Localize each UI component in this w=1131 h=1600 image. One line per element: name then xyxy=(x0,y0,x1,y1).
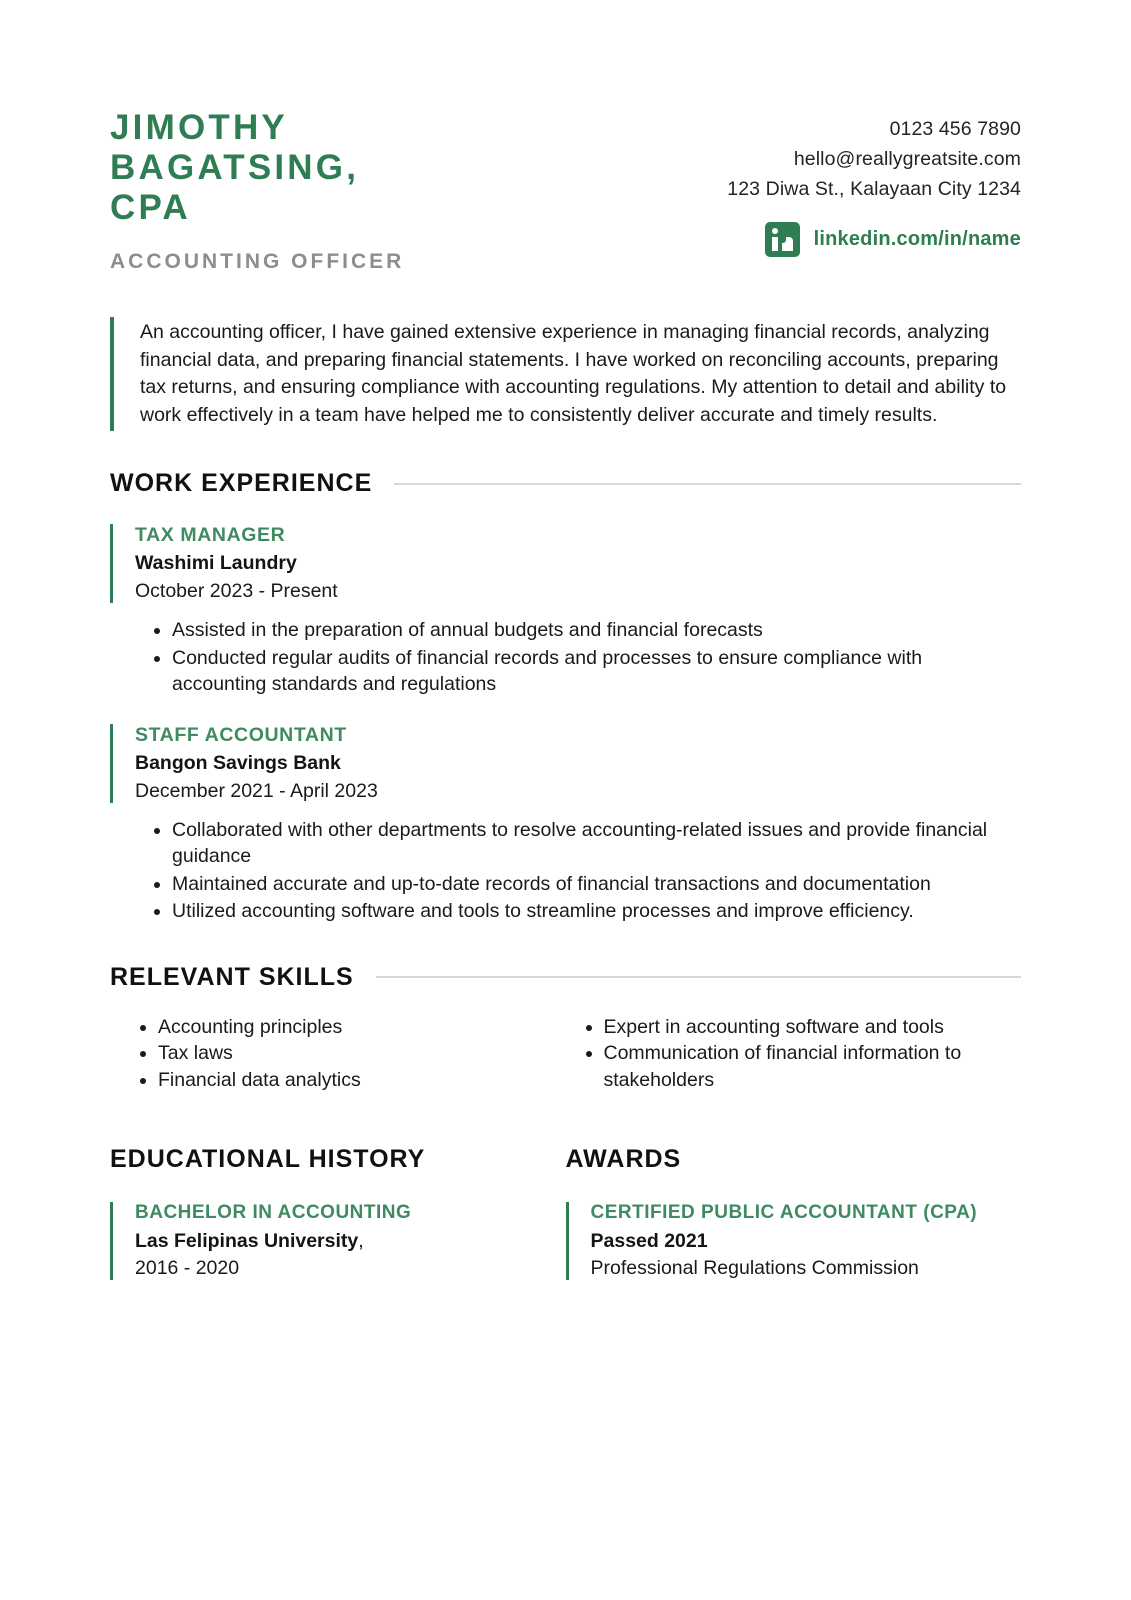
experience-entry xyxy=(110,724,1021,803)
list-item: • Tax laws xyxy=(158,1040,566,1067)
contact-block xyxy=(727,100,1021,257)
experience-dates: October 2023 - Present xyxy=(135,580,338,602)
linkedin-row[interactable] xyxy=(727,222,1021,257)
professional-summary xyxy=(110,317,1021,431)
summary-text: An accounting officer, I have gained extensive experience in managing financial records, analyzing financial data, and preparing financial statements. I have worked on reconciling accounts, preparing tax returns, and ensuring compliance with accounting regulations. My attention to detail and ability to work effectively in a team have helped me to consistently deliver accurate and timely results. xyxy=(140,321,1007,426)
section-awards xyxy=(566,1145,1022,1280)
section-relevant-skills xyxy=(110,963,1021,1094)
section-divider-rule xyxy=(394,483,1021,485)
experience-bullets xyxy=(110,817,1021,925)
section-work-experience xyxy=(110,469,1021,925)
section-educational-history xyxy=(110,1145,566,1280)
list-item: • Collaborated with other departments to resolve accounting-related issues and provide financial guidance xyxy=(172,817,1021,870)
list-item: • Maintained accurate and up-to-date records of financial transactions and documentation xyxy=(172,871,1021,898)
education-years: 2016 - 2020 xyxy=(135,1257,240,1279)
candidate-name: JIMOTHY BAGATSING, CPA xyxy=(110,108,360,227)
section-title-work-experience: WORK EXPERIENCE xyxy=(110,469,373,497)
section-divider-rule xyxy=(376,976,1021,978)
education-school-name: Las Felipinas University xyxy=(135,1230,359,1252)
list-item: • Utilized accounting software and tools to streamline processes and improve efficiency. xyxy=(172,898,1021,925)
skills-columns xyxy=(110,1014,1021,1094)
work-experience-heading-row xyxy=(110,469,1021,498)
contact-address: 123 Diwa St., Kalayaan City 1234 xyxy=(727,178,1021,200)
list-item: • Communication of financial information to stakeholders xyxy=(604,1040,1022,1093)
award-status: Passed 2021 xyxy=(590,1230,708,1252)
linkedin-icon xyxy=(765,222,800,257)
contact-email: hello@reallygreatsite.com xyxy=(793,148,1021,170)
award-issuer: Professional Regulations Commission xyxy=(590,1257,919,1279)
contact-phone: 0123 456 7890 xyxy=(889,118,1021,140)
skills-column-right xyxy=(566,1014,1022,1094)
award-title: CERTIFIED PUBLIC ACCOUNTANT (CPA) xyxy=(590,1202,978,1223)
experience-organization: Washimi Laundry xyxy=(135,552,297,574)
list-item: • Financial data analytics xyxy=(158,1067,566,1094)
section-title-educational-history: EDUCATIONAL HISTORY xyxy=(110,1145,426,1173)
education-awards-row xyxy=(110,1145,1021,1280)
education-school-comma: , xyxy=(358,1230,364,1252)
section-title-awards: AWARDS xyxy=(565,1145,682,1173)
candidate-job-title: ACCOUNTING OFFICER xyxy=(110,250,405,273)
experience-role: TAX MANAGER xyxy=(135,524,286,546)
skills-column-left xyxy=(110,1014,566,1094)
education-school xyxy=(135,1230,550,1253)
education-degree: BACHELOR IN ACCOUNTING xyxy=(135,1202,412,1223)
section-title-relevant-skills: RELEVANT SKILLS xyxy=(110,962,354,991)
list-item: • Accounting principles xyxy=(158,1014,566,1041)
list-item: • Conducted regular audits of financial records and processes to ensure compliance with accounting standards and regulations xyxy=(172,645,1021,698)
header-identity xyxy=(110,100,440,274)
experience-role: STAFF ACCOUNTANT xyxy=(135,723,347,746)
experience-dates: December 2021 - April 2023 xyxy=(135,779,378,802)
list-item: • Expert in accounting software and tools xyxy=(604,1014,1022,1041)
experience-entry xyxy=(110,524,1021,603)
relevant-skills-heading-row xyxy=(110,963,1021,992)
linkedin-url[interactable]: linkedin.com/in/name xyxy=(813,228,1021,250)
education-entry xyxy=(110,1202,550,1280)
list-item: • Assisted in the preparation of annual budgets and financial forecasts xyxy=(172,617,1021,644)
experience-organization: Bangon Savings Bank xyxy=(135,751,341,774)
resume-header xyxy=(110,100,1021,275)
award-entry xyxy=(566,1202,1006,1280)
experience-bullets xyxy=(110,617,1021,698)
